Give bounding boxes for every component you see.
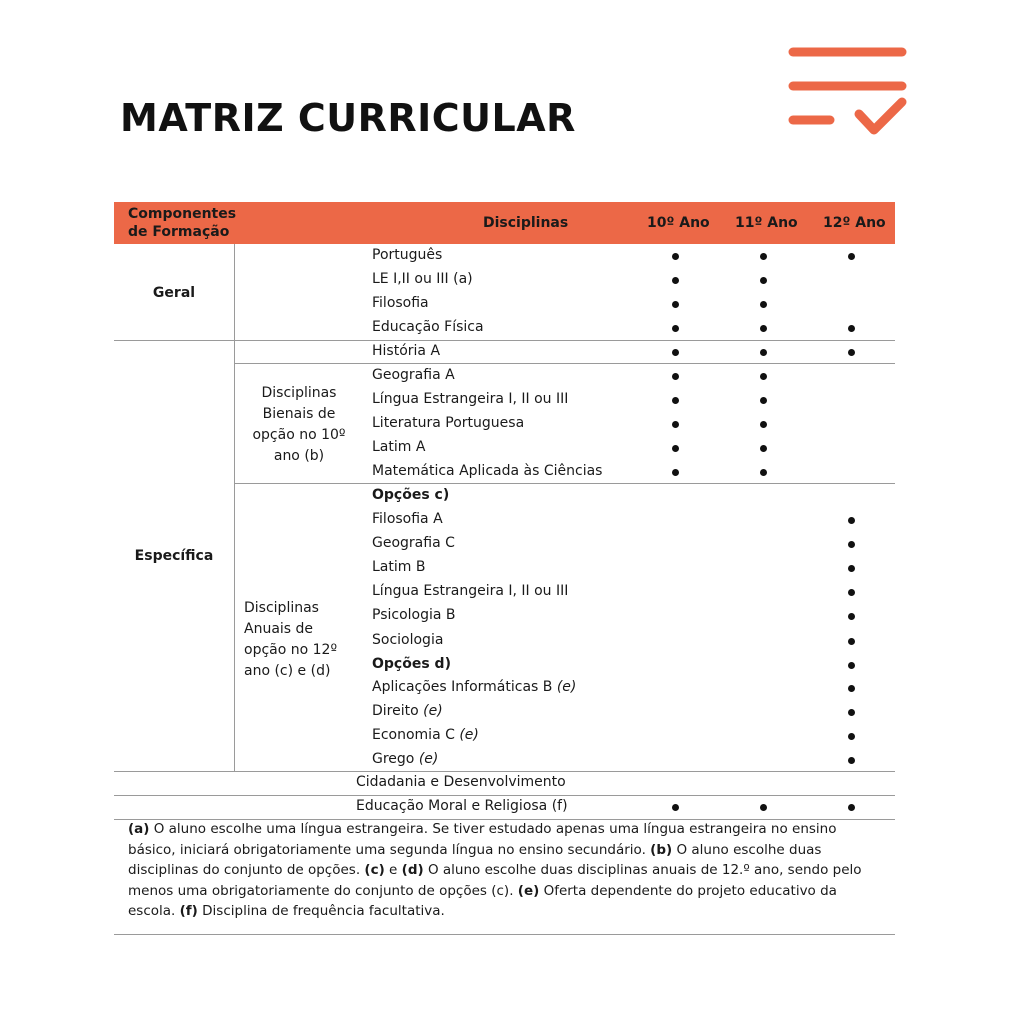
dot-emr-10-ano: [672, 804, 679, 811]
component-especifica: Específica: [134, 548, 214, 564]
header-12-ano: 12º Ano: [823, 215, 886, 231]
header-disciplinas: Disciplinas: [483, 215, 569, 231]
discipline-name: Filosofia A: [372, 511, 443, 527]
note-tag: (e): [517, 882, 540, 899]
divider-cidadania: [114, 795, 895, 796]
dot-12-ano: [848, 757, 855, 764]
note-tag: (b): [650, 841, 673, 858]
discipline-name: Filosofia: [372, 295, 429, 311]
dot-10-ano: [672, 397, 679, 404]
table-header: [114, 202, 895, 244]
note-text: Disciplina de frequência facultativa.: [197, 903, 445, 919]
component-geral: Geral: [152, 285, 196, 301]
footnotes: [128, 819, 878, 922]
dot-12-ano: [848, 685, 855, 692]
dot-11-ano: [760, 277, 767, 284]
discipline-name: Sociologia: [372, 632, 444, 648]
discipline-name: Direito (e): [372, 703, 443, 719]
dot-12-ano: [848, 638, 855, 645]
dot-11-ano: [760, 301, 767, 308]
row-cidadania: Cidadania e Desenvolvimento: [356, 774, 566, 790]
dot-10-ano: [672, 301, 679, 308]
dot-12-ano: [848, 565, 855, 572]
dot-12-ano: [848, 709, 855, 716]
discipline-name: Educação Física: [372, 319, 484, 335]
discipline-name: Geografia C: [372, 535, 455, 551]
dot-10-ano: [672, 373, 679, 380]
group-bienais: Disciplinas Bienais de opção no 10º ano (b): [252, 385, 346, 464]
discipline-mark: (e): [459, 727, 479, 743]
header-10-ano: 10º Ano: [647, 215, 710, 231]
divider-especifica: [114, 771, 895, 772]
discipline-name: Língua Estrangeira I, II ou III: [372, 391, 569, 407]
note-text: e: [384, 862, 402, 878]
dot-10-ano: [672, 277, 679, 284]
dot-12-ano: [848, 517, 855, 524]
discipline-name: Latim B: [372, 559, 426, 575]
note-text: O aluno escolhe uma língua estrangeira. Se tiver estudado apenas uma língua estrangeira no ensino básico, iniciará obrigatoriamente uma segunda língua no ensino secundário.: [128, 821, 837, 858]
row-emr: Educação Moral e Religiosa (f): [356, 798, 568, 814]
note-text: Oferta dependente do projeto educativo da escola.: [128, 882, 837, 919]
discipline-name: LE I,II ou III (a): [372, 271, 473, 287]
dot-10-ano: [672, 325, 679, 332]
dot-10-ano: [672, 445, 679, 452]
dot-11-ano: [760, 253, 767, 260]
dot-12-ano: [848, 613, 855, 620]
dot-emr-11-ano: [760, 804, 767, 811]
dot-11-ano: [760, 421, 767, 428]
discipline-name: História A: [372, 343, 441, 359]
note-tag: (c): [364, 862, 385, 878]
group-anuais: Disciplinas Anuais de opção no 12º ano (c) e (d): [244, 600, 338, 679]
note-tag: (a): [128, 821, 150, 837]
dot-12-ano: [848, 662, 855, 669]
note-text: O aluno escolhe duas disciplinas do conjunto de opções.: [128, 841, 822, 878]
discipline-name: Matemática Aplicada às Ciências: [372, 463, 603, 479]
discipline-name: Grego (e): [372, 751, 439, 767]
discipline-mark: (e): [556, 679, 577, 695]
divider-geral: [114, 340, 895, 341]
dot-11-ano: [760, 397, 767, 404]
divider-bottom: [114, 934, 895, 935]
discipline-name: Geografia A: [372, 367, 455, 383]
discipline-name: Economia C (e): [372, 727, 479, 743]
curriculum-table: [114, 202, 895, 940]
header-11-ano: 11º Ano: [735, 215, 798, 231]
discipline-name: Língua Estrangeira I, II ou III: [372, 583, 569, 599]
dot-11-ano: [760, 445, 767, 452]
divider-bienais: [234, 483, 895, 484]
dot-12-ano: [848, 733, 855, 740]
dot-12-ano: [848, 325, 855, 332]
dot-12-ano: [848, 253, 855, 260]
divider-vertical: [234, 244, 235, 771]
discipline-name: Aplicações Informáticas B (e): [372, 679, 577, 695]
dot-12-ano: [848, 589, 855, 596]
note-tag: (f): [179, 903, 198, 919]
discipline-name: Psicologia B: [372, 607, 456, 623]
dot-10-ano: [672, 253, 679, 260]
dot-12-ano: [848, 349, 855, 356]
discipline-name: Português: [372, 247, 443, 263]
page-title: MATRIZ CURRICULAR: [120, 96, 576, 140]
divider-historia: [234, 363, 895, 364]
discipline-name: Opções c): [372, 487, 450, 503]
dot-11-ano: [760, 373, 767, 380]
note-tag: (d): [401, 862, 424, 878]
discipline-name: Latim A: [372, 439, 426, 455]
discipline-name: Opções d): [372, 656, 451, 672]
discipline-mark: (e): [418, 751, 439, 767]
note-text: O aluno escolhe duas disciplinas anuais de 12.º ano, sendo pelo menos uma obrigatoriamente do conjunto de opções (c).: [128, 862, 862, 899]
dot-emr-12-ano: [848, 804, 855, 811]
dot-11-ano: [760, 349, 767, 356]
discipline-name: Literatura Portuguesa: [372, 415, 525, 431]
dot-11-ano: [760, 469, 767, 476]
dot-10-ano: [672, 421, 679, 428]
discipline-mark: (e): [423, 703, 443, 719]
checklist-icon: [786, 44, 910, 140]
dot-10-ano: [672, 469, 679, 476]
dot-12-ano: [848, 541, 855, 548]
header-componentes: Componentes de Formação: [128, 206, 237, 240]
dot-11-ano: [760, 325, 767, 332]
dot-10-ano: [672, 349, 679, 356]
